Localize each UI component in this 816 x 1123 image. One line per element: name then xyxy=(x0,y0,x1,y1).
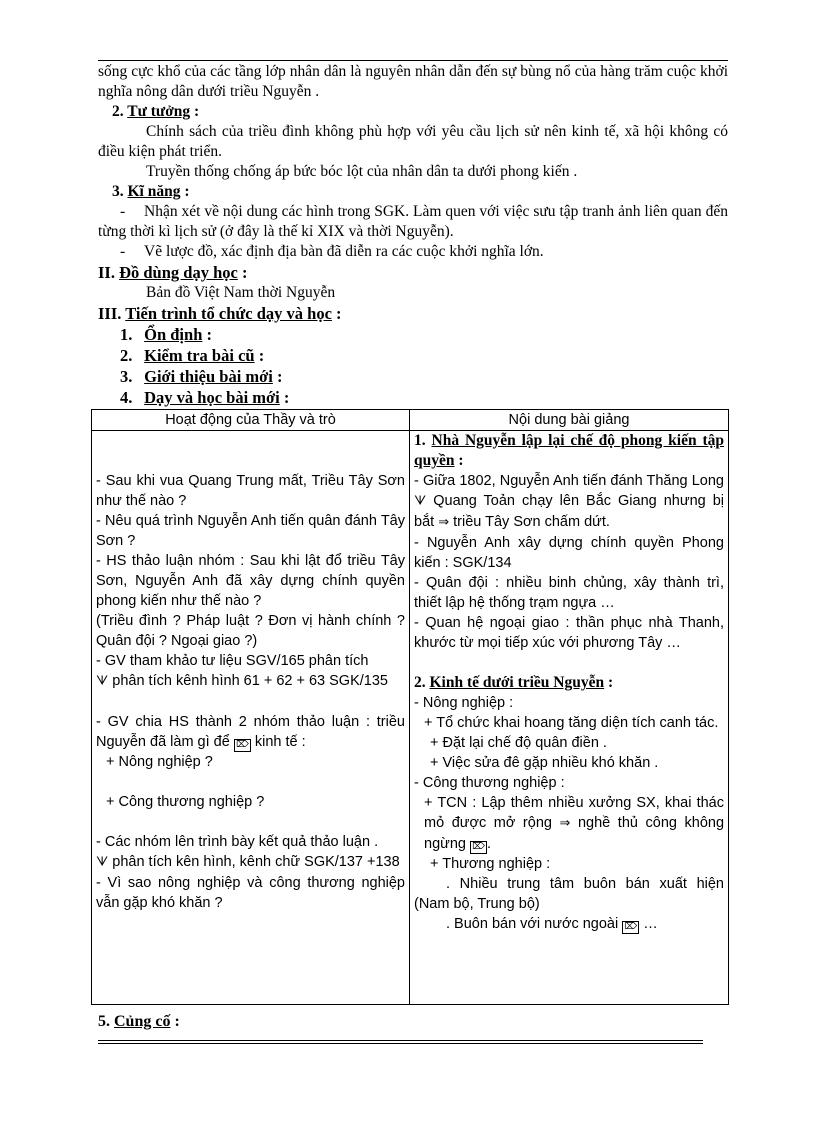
activity-text: - GV chia HS thành 2 nhóm thảo luận : triều Nguyễn đã làm gì để xyxy=(96,714,405,750)
content-text: nghề thủ công không ngừng xyxy=(424,815,725,852)
step-label: Giới thiệu bài mới xyxy=(144,367,273,386)
activity-text: phân tích kên hình, kênh chữ SGK/137 +138 xyxy=(112,854,400,870)
arrow-right-icon: ⇒ xyxy=(559,816,571,831)
ki-nang-bullet-1 xyxy=(98,202,728,242)
activity-line: + Nông nghiệp ? xyxy=(106,754,213,770)
lesson-table xyxy=(91,409,729,1005)
content-line: + Việc sửa đê gặp nhiều khó khăn . xyxy=(430,755,659,771)
section-colon: : xyxy=(241,263,248,282)
section-number: 3. xyxy=(112,183,124,200)
heading-number: 2. xyxy=(414,674,426,691)
section-colon: : xyxy=(184,183,190,200)
step-label: Kiểm tra bài cũ xyxy=(144,346,255,365)
bullet-dash: - xyxy=(120,243,126,260)
step-colon: : xyxy=(258,346,265,365)
section-colon: : xyxy=(336,304,342,323)
bottom-double-rule xyxy=(98,1040,703,1044)
header-content: Nội dung bài giảng xyxy=(410,410,729,431)
bullet-dash: - xyxy=(120,203,126,220)
activity-line xyxy=(96,852,405,873)
activity-line: (Triều đình ? Pháp luật ? Đơn vị hành chính ? Quân đội ? Ngoại giao ?) xyxy=(96,613,405,649)
section-title: Tư tưởng xyxy=(127,103,191,120)
step-4 xyxy=(98,387,728,408)
section-tu-tuong-heading xyxy=(98,102,728,122)
develop-icon: ⌦ xyxy=(470,841,487,854)
heading-title: Kinh tế dưới triều Nguyễn xyxy=(429,674,605,691)
section-title: Đồ dùng dạy học xyxy=(119,263,238,282)
activities-cell xyxy=(92,431,410,1005)
down-arrow-icon: ᗐ xyxy=(96,674,109,689)
heading-colon: : xyxy=(608,674,614,691)
section-title: Củng cố xyxy=(114,1013,171,1030)
activity-text: phân tích kênh hình 61 + 62 + 63 SGK/135 xyxy=(112,673,388,689)
step-colon: : xyxy=(283,388,290,407)
content-text: … xyxy=(643,916,658,932)
intro-paragraph: sống cực khổ của các tầng lớp nhân dân là nguyên nhân dẫn đến sự bùng nổ của hàng trăm cuộc khởi nghĩa nông dân dưới triều Nguyễn . xyxy=(98,63,728,100)
step-number: 4. xyxy=(120,388,133,407)
top-rule xyxy=(98,60,728,61)
step-1 xyxy=(98,324,728,345)
section-title: Kĩ năng xyxy=(127,183,181,200)
content-line xyxy=(414,793,724,854)
table-body-row xyxy=(92,431,729,1005)
step-label: Dạy và học bài mới xyxy=(144,388,280,407)
section-do-dung-heading xyxy=(98,262,728,283)
activity-line: - Vì sao nông nghiệp và công thương nghiệp vẫn gặp khó khăn ? xyxy=(96,875,405,911)
step-number: 2. xyxy=(120,346,133,365)
content-line xyxy=(414,914,724,934)
lesson-page xyxy=(98,60,728,1044)
content-text: + TCN : Lập thêm nhiều xưởng SX, khai thác mỏ được mở rộng xyxy=(424,795,724,831)
section-ki-nang-heading xyxy=(98,182,728,202)
activity-line xyxy=(96,712,405,752)
step-colon: : xyxy=(277,367,283,386)
activity-line: - Các nhóm lên trình bày kết quả thảo luận . xyxy=(96,834,379,850)
do-dung-content: Bản đồ Việt Nam thời Nguyễn xyxy=(146,284,336,301)
step-label: Ổn định xyxy=(144,325,203,344)
content-text: . xyxy=(487,836,492,852)
activity-text: kinh tế : xyxy=(254,734,306,750)
content-line: . Nhiều trung tâm buôn bán xuất hiện (Nam bộ, Trung bộ) xyxy=(414,876,724,912)
content-text: triều Tây Sơn chấm dứt. xyxy=(453,514,610,530)
content-heading-1 xyxy=(414,431,724,471)
content-text: Quang Toản chạy lên Bắc Giang nhưng bị bắt xyxy=(414,493,725,530)
section-title: Tiến trình tổ chức dạy và học xyxy=(125,304,332,323)
activity-line: - Nêu quá trình Nguyễn Anh tiến quân đánh Tây Sơn ? xyxy=(96,513,405,549)
content-line xyxy=(414,471,724,533)
develop-icon: ⌦ xyxy=(234,739,251,752)
section-number: III. xyxy=(98,304,122,323)
heading-colon: : xyxy=(458,452,464,469)
header-activities: Hoạt động của Thầy và trò xyxy=(92,410,410,431)
activity-line: - HS thảo luận nhóm : Sau khi lật đổ triều Tây Sơn, Nguyễn Anh đã xây dựng chính quyền phong kiến như thế nào ? xyxy=(96,553,405,609)
activity-line: + Công thương nghiệp ? xyxy=(106,794,265,810)
content-heading-2 xyxy=(414,673,724,693)
heading-number: 1. xyxy=(414,432,426,449)
step-number: 3. xyxy=(120,367,133,386)
bullet-text: Nhận xét về nội dung các hình trong SGK. Làm quen với việc sưu tập tranh ảnh liên quan đến từng thời kì lịch sử (ở đây là thế kỉ XIX và thời Nguyễn). xyxy=(98,203,728,240)
section-tien-trinh-heading xyxy=(98,303,728,324)
section-colon: : xyxy=(174,1013,180,1030)
content-line: + Đặt lại chế độ quân điền . xyxy=(430,735,607,751)
content-line: - Quan hệ ngoại giao : thần phục nhà Thanh, khước từ mọi tiếp xúc với phương Tây … xyxy=(414,615,724,651)
content-line: + Thương nghiệp : xyxy=(430,856,551,872)
content-line: - Nguyễn Anh xây dựng chính quyền Phong kiến : SGK/134 xyxy=(414,535,724,571)
step-colon: : xyxy=(206,325,212,344)
step-2 xyxy=(98,345,728,366)
down-arrow-icon: ᗐ xyxy=(414,494,427,509)
section-number: 2. xyxy=(112,103,124,120)
step-number: 1. xyxy=(120,325,133,344)
ki-nang-bullet-2 xyxy=(98,242,728,262)
arrow-right-icon: ⇒ xyxy=(438,515,450,530)
content-text: - Giữa 1802, Nguyễn Anh tiến đánh Thăng Long xyxy=(414,473,724,489)
section-cung-co-heading xyxy=(98,1011,728,1032)
activity-line: - Sau khi vua Quang Trung mất, Triều Tây Sơn như thế nào ? xyxy=(96,473,405,509)
heading-title: Nhà Nguyễn lập lại chế độ phong kiến tập quyền xyxy=(414,432,724,469)
down-arrow-icon: ᗐ xyxy=(96,855,109,870)
content-cell xyxy=(410,431,729,1005)
activity-line xyxy=(96,671,405,692)
section-number: 5. xyxy=(98,1013,110,1030)
content-line: - Công thương nghiệp : xyxy=(414,775,565,791)
tu-tuong-paragraph-2: Truyền thống chống áp bức bóc lột của nhân dân ta dưới phong kiến . xyxy=(146,163,578,180)
content-line: - Quân đội : nhiều binh chủng, xây thành trì, thiết lập hệ thống trạm ngựa … xyxy=(414,575,724,611)
activity-line: - GV tham khảo tư liệu SGV/165 phân tích xyxy=(96,653,369,669)
content-text: . Buôn bán với nước ngoài xyxy=(446,916,619,932)
content-line: + Tổ chức khai hoang tăng diện tích canh tác. xyxy=(424,715,719,731)
content-line: - Nông nghiệp : xyxy=(414,695,514,711)
section-colon: : xyxy=(194,103,200,120)
develop-icon: ⌦ xyxy=(622,921,639,934)
step-3 xyxy=(98,366,728,387)
section-number: II. xyxy=(98,263,115,282)
bullet-text: Vẽ lược đồ, xác định địa bàn đã diễn ra các cuộc khởi nghĩa lớn. xyxy=(144,243,544,260)
table-header-row xyxy=(92,410,729,431)
tu-tuong-paragraph-1: Chính sách của triều đình không phù hợp với yêu cầu lịch sử nên kinh tế, xã hội không có điều kiện phát triển. xyxy=(98,123,728,160)
